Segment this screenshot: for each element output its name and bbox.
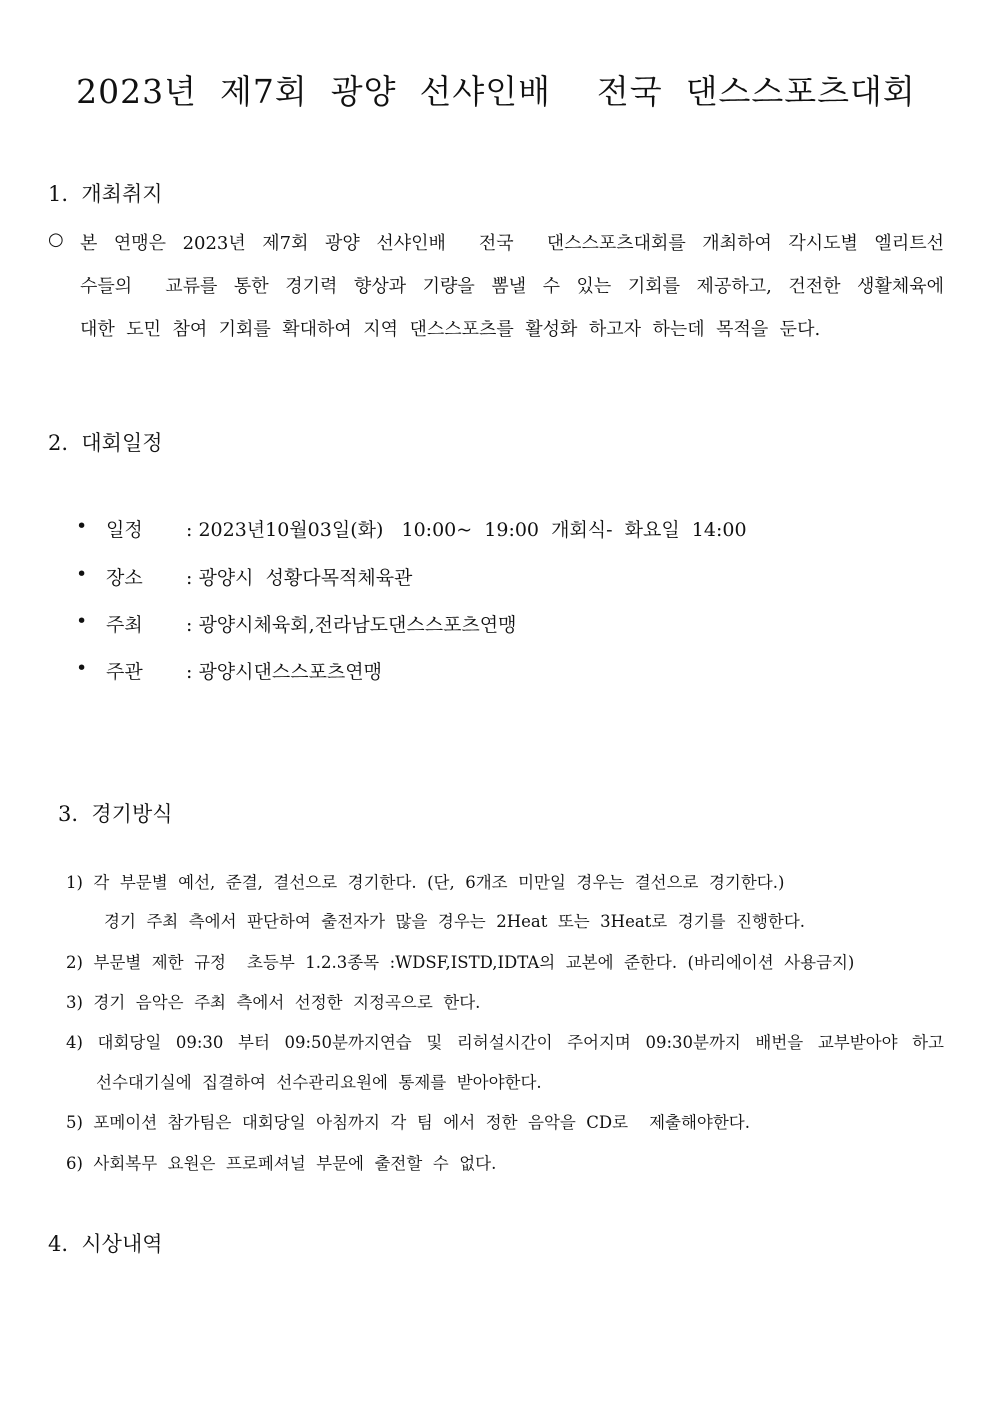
rule-line: 3) 경기 음악은 주최 측에서 선정한 지정곡으로 한다. xyxy=(66,993,481,1012)
section-heading-rules: 3. 경기방식 xyxy=(58,802,173,826)
section-heading-schedule: 2. 대회일정 xyxy=(48,431,163,455)
bullet-dot-icon: • xyxy=(76,563,88,585)
purpose-line: 본 연맹은 2023년 제7회 광양 선샤인배 전국 댄스스포츠대회를 개최하여 각시도별 엘리트선 xyxy=(80,233,944,254)
schedule-value: : 2023년10월03일(화) 10:00~ 19:00 개회식- 화요일 14:00 xyxy=(186,519,747,541)
bullet-dot-icon: • xyxy=(76,610,88,632)
rule-line: 2) 부문별 제한 규정 초등부 1.2.3종목 :WDSF,ISTD,IDTA의 교본에 준한다. (바리에이션 사용금지) xyxy=(66,953,855,972)
rule-line: 1) 각 부문별 예선, 준결, 결선으로 경기한다. (단, 6개조 미만일 경우는 결선으로 경기한다.) xyxy=(66,873,785,892)
schedule-value: : 광양시댄스스포츠연맹 xyxy=(186,661,382,683)
section-heading-awards: 4. 시상내역 xyxy=(48,1232,163,1256)
schedule-row-organizer xyxy=(76,657,956,685)
purpose-line: 수들의 교류를 통한 경기력 향상과 기량을 뽐낼 수 있는 기회를 제공하고, 건전한 생활체육에 xyxy=(80,276,944,297)
schedule-row-date xyxy=(76,515,956,543)
schedule-value: : 광양시 성황다목적체육관 xyxy=(186,567,413,589)
section-heading-purpose: 1. 개최취지 xyxy=(48,182,163,206)
schedule-label: 주관 xyxy=(106,661,143,683)
bullet-dot-icon: • xyxy=(76,657,88,679)
bullet-dot-icon: • xyxy=(76,515,88,537)
rule-line: 6) 사회복무 요원은 프로페셔널 부문에 출전할 수 없다. xyxy=(66,1154,497,1173)
rule-line: 경기 주최 측에서 판단하여 출전자가 많을 경우는 2Heat 또는 3Heat로 경기를 진행한다. xyxy=(104,912,806,931)
schedule-label: 장소 xyxy=(106,567,143,589)
page-title: 2023년 제7회 광양 선샤인배 전국 댄스스포츠대회 xyxy=(76,72,916,111)
rule-line: 5) 포메이션 참가팀은 대회당일 아침까지 각 팀 에서 정한 음악을 CD로 제출해야한다. xyxy=(66,1113,750,1132)
rule-line: 4) 대회당일 09:30 부터 09:50분까지연습 및 리허설시간이 주어지며 09:30분까지 배번을 교부받아야 하고 xyxy=(66,1033,944,1052)
schedule-label: 주최 xyxy=(106,614,143,636)
rule-line: 선수대기실에 집결하여 선수관리요원에 통제를 받아야한다. xyxy=(96,1073,542,1092)
circle-bullet-icon: ○ xyxy=(48,229,64,250)
schedule-row-venue xyxy=(76,563,956,591)
schedule-value: : 광양시체육회,전라남도댄스스포츠연맹 xyxy=(186,614,517,636)
purpose-line: 대한 도민 참여 기회를 확대하여 지역 댄스스포츠를 활성화 하고자 하는데 목적을 둔다. xyxy=(80,319,821,340)
schedule-row-host xyxy=(76,610,956,638)
schedule-label: 일정 xyxy=(106,519,143,541)
